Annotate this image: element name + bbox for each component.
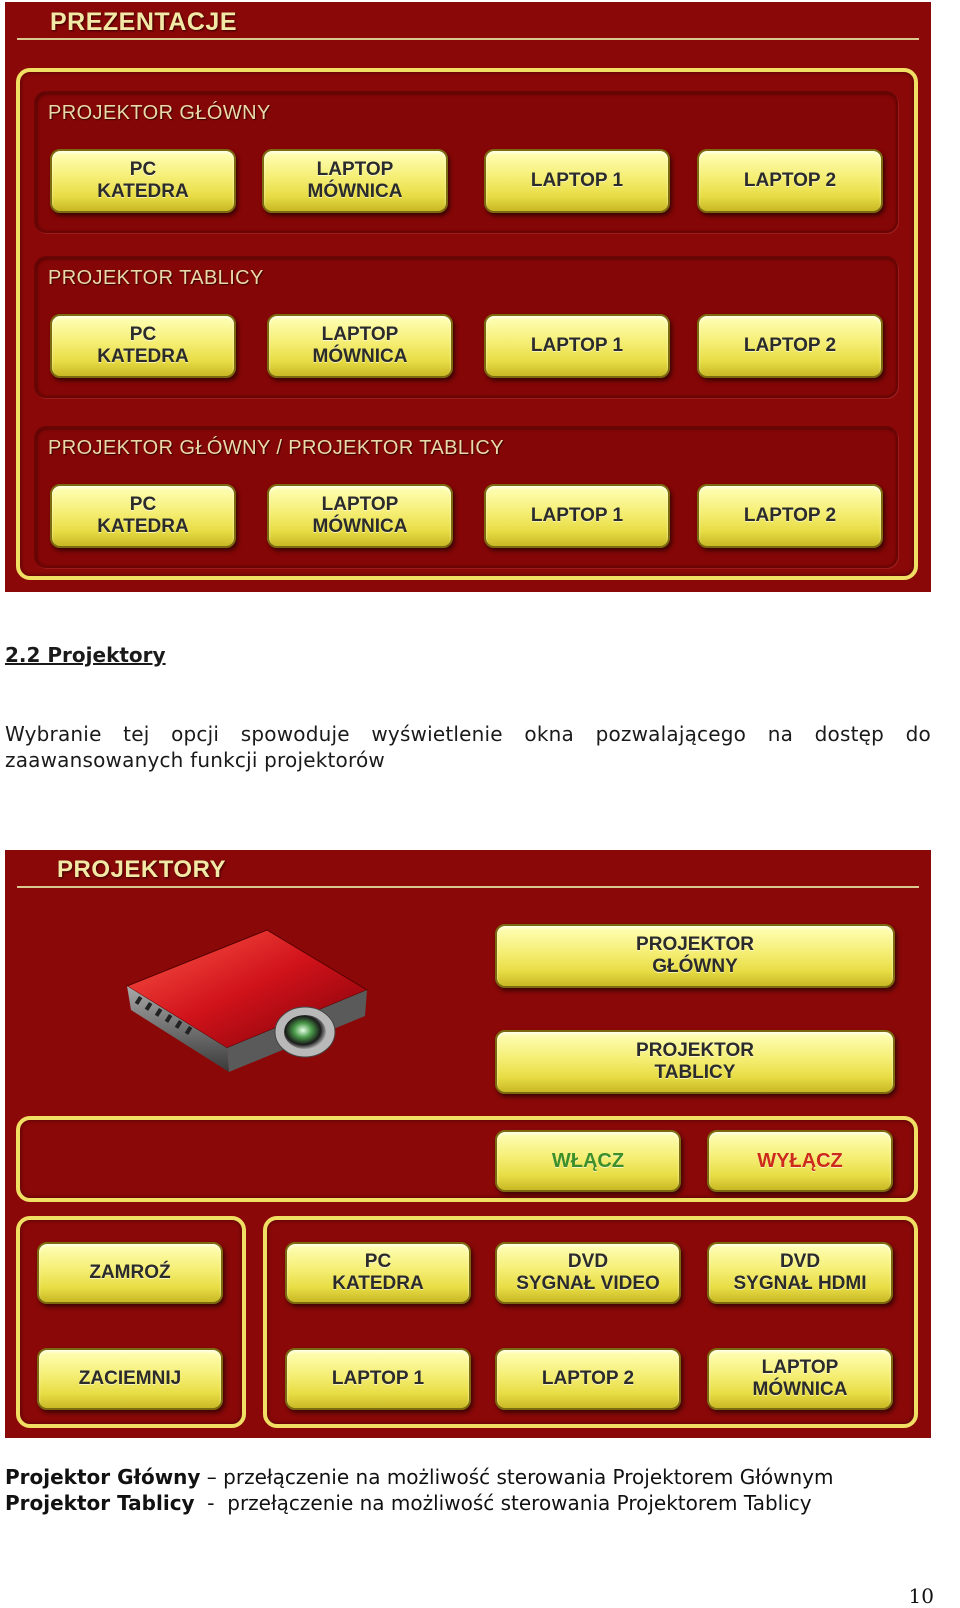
pg-pc-katedra-button[interactable]: PC KATEDRA: [50, 149, 236, 213]
section-text-line1: Wybranie tej opcji spowoduje wyświetlenie okna pozwalającego na dostęp do: [5, 722, 931, 746]
pt-pc-katedra-button[interactable]: PC KATEDRA: [50, 314, 236, 378]
freeze-button[interactable]: ZAMROŹ: [37, 1242, 223, 1304]
definition-projektor-tablicy: [5, 1491, 812, 1515]
source-pc-katedra-button[interactable]: PC KATEDRA: [285, 1242, 471, 1304]
group-label: PROJEKTOR GŁÓWNY / PROJEKTOR TABLICY: [48, 437, 504, 459]
prezentacje-panel: [5, 2, 931, 592]
source-dvd-hdmi-button[interactable]: DVD SYGNAŁ HDMI: [707, 1242, 893, 1304]
page-number: 10: [908, 1584, 934, 1608]
title-divider: [17, 38, 919, 40]
definition-term: Projektor Główny: [5, 1465, 201, 1489]
select-projektor-tablicy-button[interactable]: PROJEKTOR TABLICY: [495, 1030, 895, 1094]
definition-sep: -: [194, 1491, 228, 1515]
pb-laptop1-button[interactable]: LAPTOP 1: [484, 484, 670, 548]
pb-laptop2-button[interactable]: LAPTOP 2: [697, 484, 883, 548]
source-laptop1-button[interactable]: LAPTOP 1: [285, 1348, 471, 1410]
pb-laptop-mownica-button[interactable]: LAPTOP MÓWNICA: [267, 484, 453, 548]
definition-sep: –: [200, 1465, 224, 1489]
source-laptop2-button[interactable]: LAPTOP 2: [495, 1348, 681, 1410]
pt-laptop2-button[interactable]: LAPTOP 2: [697, 314, 883, 378]
pg-laptop1-button[interactable]: LAPTOP 1: [484, 149, 670, 213]
pg-laptop-mownica-button[interactable]: LAPTOP MÓWNICA: [262, 149, 448, 213]
definition-term: Projektor Tablicy: [5, 1491, 195, 1515]
projektory-panel: [5, 850, 931, 1438]
power-off-button[interactable]: WYŁĄCZ: [707, 1130, 893, 1192]
definition-projektor-glowny: [5, 1465, 834, 1489]
section-text-line2: zaawansowanych funkcji projektorów: [5, 748, 385, 772]
source-dvd-video-button[interactable]: DVD SYGNAŁ VIDEO: [495, 1242, 681, 1304]
pt-laptop1-button[interactable]: LAPTOP 1: [484, 314, 670, 378]
select-projektor-glowny-button[interactable]: PROJEKTOR GŁÓWNY: [495, 924, 895, 988]
prezentacje-title: PREZENTACJE: [50, 8, 238, 36]
pt-laptop-mownica-button[interactable]: LAPTOP MÓWNICA: [267, 314, 453, 378]
power-on-button[interactable]: WŁĄCZ: [495, 1130, 681, 1192]
source-laptop-mownica-button[interactable]: LAPTOP MÓWNICA: [707, 1348, 893, 1410]
pb-pc-katedra-button[interactable]: PC KATEDRA: [50, 484, 236, 548]
pg-laptop2-button[interactable]: LAPTOP 2: [697, 149, 883, 213]
blank-button[interactable]: ZACIEMNIJ: [37, 1348, 223, 1410]
group-label: PROJEKTOR TABLICY: [48, 267, 264, 289]
definition-desc: przełączenie na możliwość sterowania Projektorem Tablicy: [227, 1491, 812, 1515]
projector-icon: [117, 920, 377, 1080]
group-label: PROJEKTOR GŁÓWNY: [48, 102, 271, 124]
title-divider: [17, 886, 919, 888]
definition-desc: przełączenie na możliwość sterowania Projektorem Głównym: [223, 1465, 834, 1489]
projektory-title: PROJEKTORY: [57, 856, 227, 883]
section-heading: 2.2 Projektory: [5, 643, 166, 667]
